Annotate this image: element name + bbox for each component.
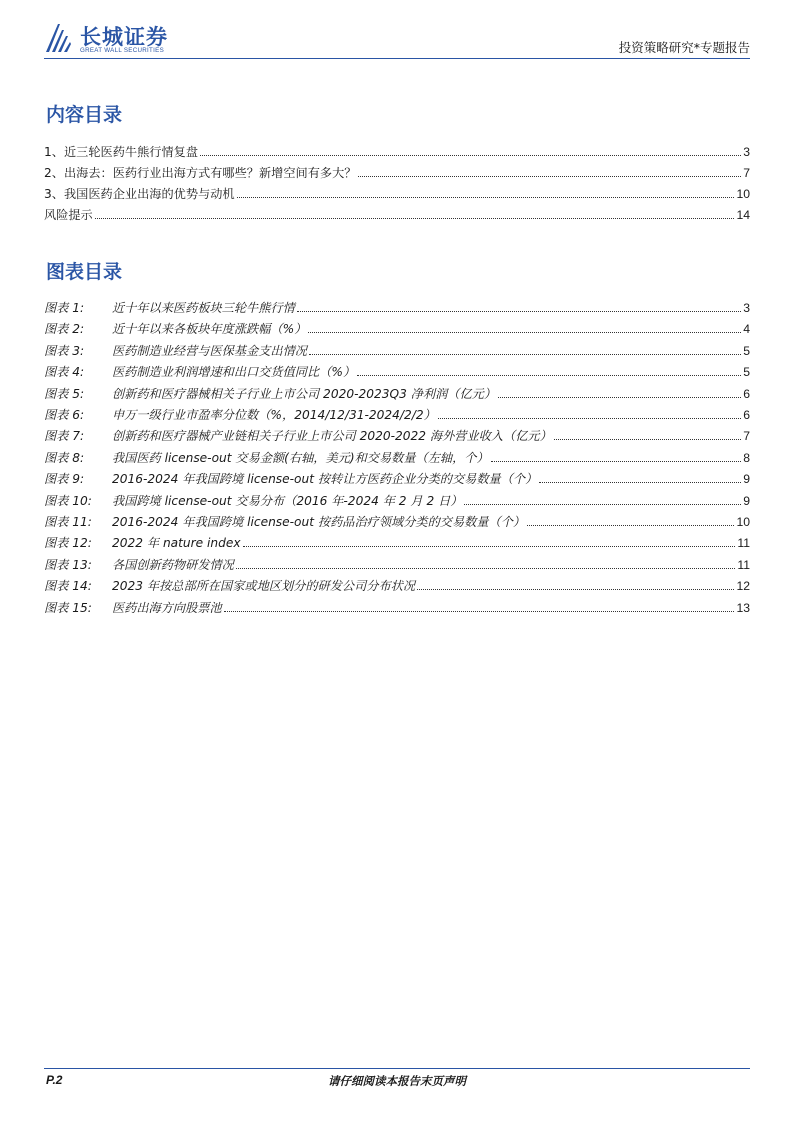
figure-entry-text	[44, 450, 489, 466]
figure-label: 图表 5:	[44, 386, 85, 401]
figures-title: 图表目录	[46, 261, 123, 283]
figure-entry-text	[44, 343, 307, 359]
figure-entry-page: 5	[743, 343, 750, 358]
figure-entry[interactable]	[44, 341, 750, 359]
contents-title: 内容目录	[46, 104, 123, 126]
dot-leader	[527, 525, 734, 526]
figure-entry-text	[44, 321, 306, 337]
figure-entry[interactable]	[44, 448, 750, 466]
figure-entry-text	[44, 535, 241, 551]
dot-leader	[243, 546, 736, 547]
figure-entry-page: 11	[737, 536, 750, 551]
dot-leader	[539, 482, 741, 483]
figure-title: 医药制造业经营与医保基金支出情况	[112, 343, 307, 358]
figure-title: 创新药和医疗器械产业链相关子行业上市公司 2020-2022 海外营业收入（亿元）	[112, 429, 552, 444]
contents-entry[interactable]	[44, 142, 750, 160]
contents-entry-page: 3	[743, 145, 750, 159]
figure-entry[interactable]	[44, 533, 750, 551]
figure-entry-page: 6	[743, 386, 750, 401]
figure-entry-text	[44, 514, 525, 530]
contents-entry-text: 3、我国医药企业出海的优势与动机	[44, 187, 235, 201]
great-wall-logo-icon	[44, 22, 72, 54]
figure-title: 我国跨境 license-out 交易分布（2016 年-2024 年 2 月 2 日）	[112, 493, 463, 508]
figure-entry-text	[44, 407, 436, 423]
figure-entry-page: 9	[743, 493, 750, 508]
figure-entry-text	[44, 364, 355, 380]
figure-entry[interactable]	[44, 362, 750, 380]
figure-title: 2022 年 nature index	[112, 536, 241, 551]
dot-leader	[237, 197, 735, 198]
figure-title: 医药制造业利润增速和出口交货值同比（%）	[112, 365, 356, 380]
figure-entry[interactable]	[44, 426, 750, 444]
figure-entry[interactable]	[44, 576, 750, 594]
contents-entry-text: 风险提示	[44, 208, 93, 222]
figure-title: 各国创新药物研发情况	[112, 557, 234, 572]
dot-leader	[491, 461, 742, 462]
figure-entry-page: 5	[743, 365, 750, 380]
figure-label: 图表 14:	[44, 579, 92, 594]
header-divider	[44, 58, 750, 59]
figure-label: 图表 13:	[44, 557, 92, 572]
figure-entry-text	[44, 600, 222, 616]
contents-entry-page: 14	[736, 208, 750, 222]
figure-label: 图表 2:	[44, 322, 85, 337]
figure-label: 图表 11:	[44, 515, 92, 529]
report-type-label: 投资策略研究*专题报告	[618, 40, 750, 55]
figure-entry-text	[44, 428, 552, 444]
figure-entry-text	[44, 471, 537, 487]
figure-entry-text	[44, 493, 462, 509]
dot-leader	[308, 332, 741, 333]
figure-entry[interactable]	[44, 512, 750, 530]
dot-leader	[357, 375, 741, 376]
figure-entry[interactable]	[44, 319, 750, 337]
dot-leader	[498, 397, 741, 398]
figure-title: 创新药和医疗器械相关子行业上市公司 2020-2023Q3 净利润（亿元）	[112, 386, 497, 401]
figure-entry-text	[44, 557, 234, 573]
dot-leader	[297, 311, 741, 312]
figure-entry[interactable]	[44, 405, 750, 423]
page-number: P.2	[46, 1073, 63, 1087]
figure-label: 图表 9:	[44, 472, 85, 487]
figure-label: 图表 4:	[44, 365, 85, 380]
figure-entry-page: 12	[736, 579, 750, 594]
figure-entry-page: 8	[743, 450, 750, 465]
figure-label: 图表 8:	[44, 450, 85, 465]
dot-leader	[309, 354, 741, 355]
figure-entry[interactable]	[44, 298, 750, 316]
figure-entry-page: 3	[743, 301, 750, 315]
dot-leader	[554, 439, 741, 440]
figure-entry[interactable]	[44, 469, 750, 487]
figure-entry[interactable]	[44, 384, 750, 402]
figure-label: 图表 3:	[44, 343, 85, 358]
dot-leader	[417, 589, 734, 590]
figure-entry-page: 9	[743, 472, 750, 487]
figure-entry[interactable]	[44, 491, 750, 509]
contents-entry[interactable]	[44, 205, 750, 223]
contents-entry[interactable]	[44, 163, 750, 181]
contents-entry[interactable]	[44, 184, 750, 202]
figure-entry[interactable]	[44, 598, 750, 616]
disclaimer-notice: 请仔细阅读本报告末页声明	[328, 1074, 466, 1088]
figure-title: 2016-2024 年我国跨境 license-out 按转让方医药企业分类的交易数量（个）	[112, 472, 538, 487]
figure-title: 医药出海方向股票池	[112, 600, 222, 615]
figure-entry-text	[44, 578, 415, 594]
figure-entry-page: 6	[743, 408, 750, 422]
footer-divider	[44, 1068, 750, 1069]
figure-entry[interactable]	[44, 555, 750, 573]
figure-entry-page: 13	[736, 600, 750, 615]
figure-entry-page: 7	[743, 429, 750, 444]
figure-entry-page: 4	[743, 322, 750, 337]
figure-label: 图表 15:	[44, 600, 92, 615]
contents-entry-text: 1、近三轮医药牛熊行情复盘	[44, 145, 199, 159]
contents-entry-page: 7	[743, 166, 750, 180]
logo-chinese-name: 长城证券	[80, 24, 168, 49]
dot-leader	[236, 568, 735, 569]
dot-leader	[224, 611, 735, 612]
figure-label: 图表 10:	[44, 493, 92, 508]
dot-leader	[464, 504, 741, 505]
figure-title: 申万一级行业市盈率分位数（%，2014/12/31-2024/2/2）	[112, 408, 436, 422]
dot-leader	[358, 176, 741, 177]
dot-leader	[95, 218, 735, 219]
figure-label: 图表 12:	[44, 536, 92, 551]
figure-label: 图表 7:	[44, 429, 85, 444]
logo-english-name: GREAT WALL SECURITIES	[80, 47, 165, 54]
company-logo	[44, 20, 184, 58]
figure-label: 图表 6:	[44, 408, 85, 422]
contents-entry-text: 2、出海去：医药行业出海方式有哪些？新增空间有多大？	[44, 166, 357, 180]
figure-entry-text	[44, 300, 295, 316]
figure-title: 2016-2024 年我国跨境 license-out 按药品治疗领域分类的交易数量（个）	[112, 515, 526, 529]
dot-leader	[438, 418, 741, 419]
contents-entry-page: 10	[736, 187, 750, 201]
figure-entry-text	[44, 386, 496, 402]
figure-title: 近十年以来医药板块三轮牛熊行情	[112, 301, 295, 315]
figure-entry-page: 10	[736, 515, 750, 529]
figure-title: 近十年以来各板块年度涨跌幅（%）	[112, 322, 307, 337]
figure-title: 2023 年按总部所在国家或地区划分的研发公司分布状况	[112, 579, 416, 594]
figure-label: 图表 1:	[44, 301, 85, 315]
dot-leader	[200, 155, 741, 156]
figure-title: 我国医药 license-out 交易金额(右轴，美元)和交易数量（左轴，个）	[112, 450, 489, 465]
figure-entry-page: 11	[737, 557, 750, 572]
page-header	[44, 20, 750, 60]
